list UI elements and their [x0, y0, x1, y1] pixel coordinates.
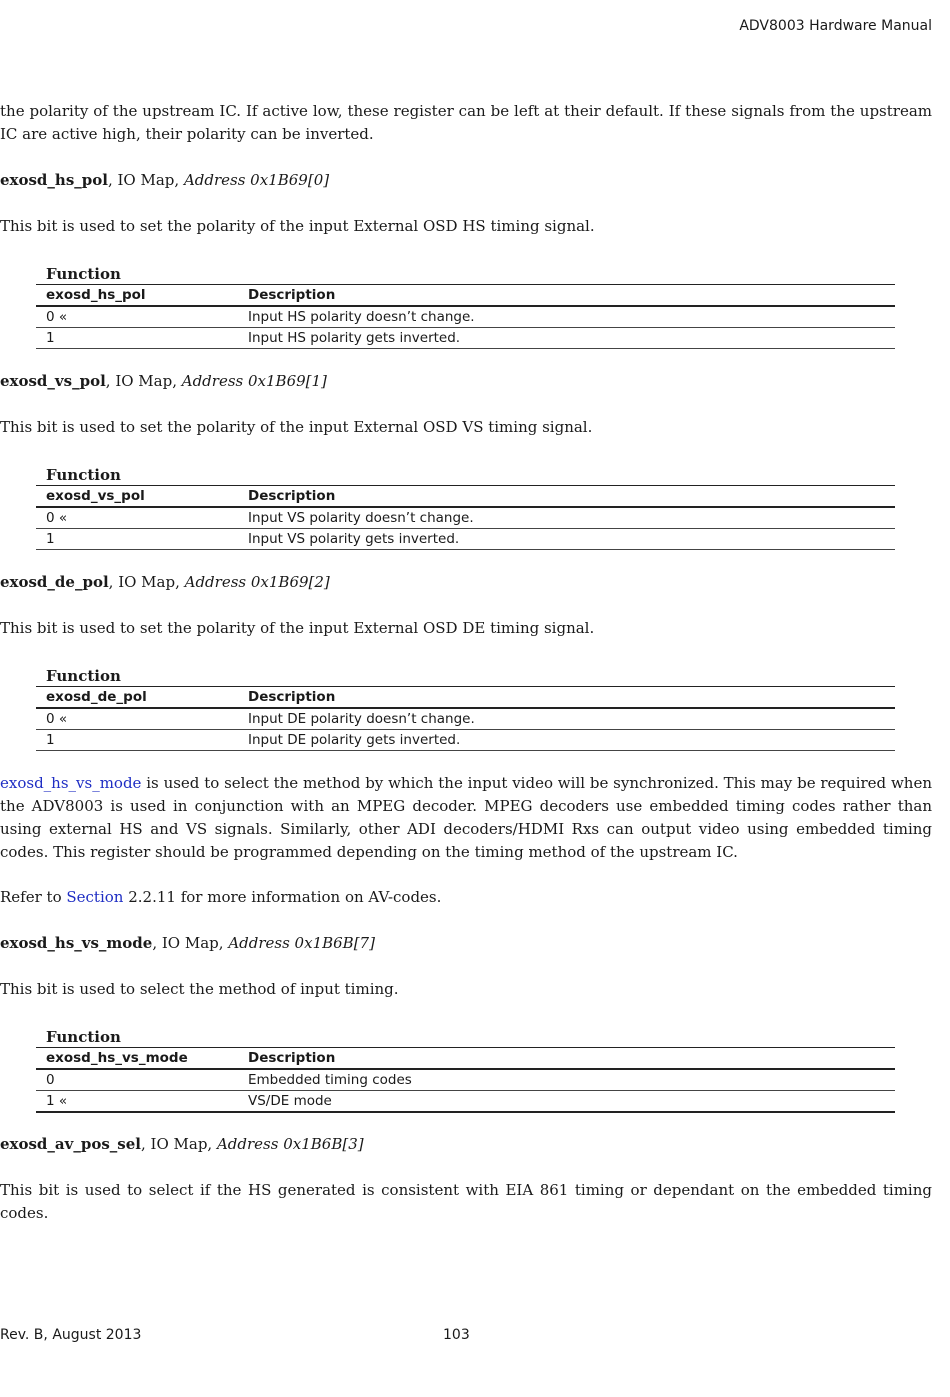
register-name: exosd_hs_pol [0, 171, 108, 189]
table-header-field: exosd_hs_vs_mode [36, 1048, 238, 1070]
function-table-de-pol [36, 666, 895, 751]
register-name: exosd_av_pos_sel [0, 1135, 141, 1153]
register-description-de-pol [0, 617, 932, 640]
table-cell-value: 0 [36, 1069, 238, 1091]
table-caption: Function [46, 1028, 121, 1046]
table-row [36, 730, 895, 751]
table-cell-description: Input HS polarity gets inverted. [238, 328, 895, 349]
register-heading-av-pos-sel [0, 1133, 932, 1156]
refer-paragraph [0, 886, 932, 909]
register-address: Address 0x1B69[1] [181, 372, 327, 390]
table-cell-description: Input DE polarity doesn’t change. [238, 708, 895, 730]
register-description: This bit is used to select the method of input timing. [0, 980, 399, 998]
table-cell-value: 1 [36, 730, 238, 751]
function-table-hs-pol [36, 264, 895, 349]
mode-paragraph [0, 772, 932, 864]
table-caption: Function [46, 466, 121, 484]
table-cell-description: Input HS polarity doesn’t change. [238, 306, 895, 328]
register-description-hs-pol [0, 215, 932, 238]
table-cell-description: Input VS polarity doesn’t change. [238, 507, 895, 529]
table-row [36, 1091, 895, 1113]
intro-text: the polarity of the upstream IC. If active low, these register can be left at their default. If these signals from the upstream IC are active high, their polarity can be inverted. [0, 102, 932, 143]
table-header-field: exosd_hs_pol [36, 285, 238, 307]
table-cell-value: 1 [36, 529, 238, 550]
table-caption: Function [46, 667, 121, 685]
table-header-description: Description [238, 285, 895, 307]
table-header-field: exosd_vs_pol [36, 486, 238, 508]
table-header-description: Description [238, 486, 895, 508]
table-row [36, 328, 895, 349]
register-description: This bit is used to select if the HS generated is consistent with EIA 861 timing or dependant on the embedded timing codes. [0, 1181, 932, 1222]
table-cell-description: Embedded timing codes [238, 1069, 895, 1091]
table-cell-value: 1 « [36, 1091, 238, 1113]
table-cell-description: VS/DE mode [238, 1091, 895, 1113]
register-address: Address 0x1B6B[7] [228, 934, 375, 952]
table-row [36, 507, 895, 529]
table-cell-value: 0 « [36, 306, 238, 328]
table-row [36, 306, 895, 328]
refer-prefix: Refer to [0, 888, 67, 906]
register-map: , IO Map, [140, 1135, 217, 1153]
table-row [36, 708, 895, 730]
register-address: Address 0x1B6B[3] [216, 1135, 364, 1153]
table-cell-value: 0 « [36, 507, 238, 529]
register-map: , IO Map, [108, 573, 185, 591]
register-description: This bit is used to set the polarity of the input External OSD VS timing signal. [0, 418, 593, 436]
table-caption: Function [46, 265, 121, 283]
table-cell-description: Input VS polarity gets inverted. [238, 529, 895, 550]
register-description-vs-pol [0, 416, 932, 439]
table-cell-value: 0 « [36, 708, 238, 730]
table-cell-description: Input DE polarity gets inverted. [238, 730, 895, 751]
register-map: , IO Map, [105, 372, 182, 390]
register-map: , IO Map, [107, 171, 184, 189]
register-map: , IO Map, [152, 934, 229, 952]
register-name: exosd_vs_pol [0, 372, 106, 390]
refer-suffix: 2.2.11 for more information on AV-codes. [123, 888, 442, 906]
register-address: Address 0x1B69[0] [183, 171, 330, 189]
register-heading-hs-vs-mode [0, 932, 932, 955]
function-table-vs-pol [36, 465, 895, 550]
table-header-description: Description [238, 687, 895, 709]
register-description: This bit is used to set the polarity of the input External OSD DE timing signal. [0, 619, 595, 637]
page-header: ADV8003 Hardware Manual [739, 18, 932, 34]
register-name: exosd_de_pol [0, 573, 109, 591]
register-description: This bit is used to set the polarity of the input External OSD HS timing signal. [0, 217, 595, 235]
table-header-description: Description [238, 1048, 895, 1070]
table-row [36, 1069, 895, 1091]
intro-paragraph [0, 100, 932, 146]
page-number: 103 [443, 1327, 470, 1343]
register-description-av-pos-sel [0, 1179, 932, 1225]
footer-revision: Rev. B, August 2013 [0, 1327, 142, 1343]
mode-text: is used to select the method by which the input video will be synchronized. This may be required when the ADV8003 is used in conjunction with an MPEG decoder. MPEG decoders use embedded timing codes rather than using external HS and VS signals. Similarly, other ADI decoders/HDMI Rxs can output video using embedded timing codes. This register should be programmed depending on the timing method of the upstream IC. [0, 774, 932, 861]
register-name: exosd_hs_vs_mode [0, 934, 153, 952]
section-link[interactable]: Section [66, 888, 124, 906]
register-heading-de-pol [0, 571, 932, 594]
table-cell-value: 1 [36, 328, 238, 349]
register-description-hs-vs-mode [0, 978, 932, 1001]
table-header-field: exosd_de_pol [36, 687, 238, 709]
table-row [36, 529, 895, 550]
register-heading-vs-pol [0, 370, 932, 393]
function-table-hs-vs-mode [36, 1027, 895, 1113]
mode-link[interactable]: exosd_hs_vs_mode [0, 774, 142, 792]
register-address: Address 0x1B69[2] [184, 573, 330, 591]
register-heading-hs-pol [0, 169, 932, 192]
